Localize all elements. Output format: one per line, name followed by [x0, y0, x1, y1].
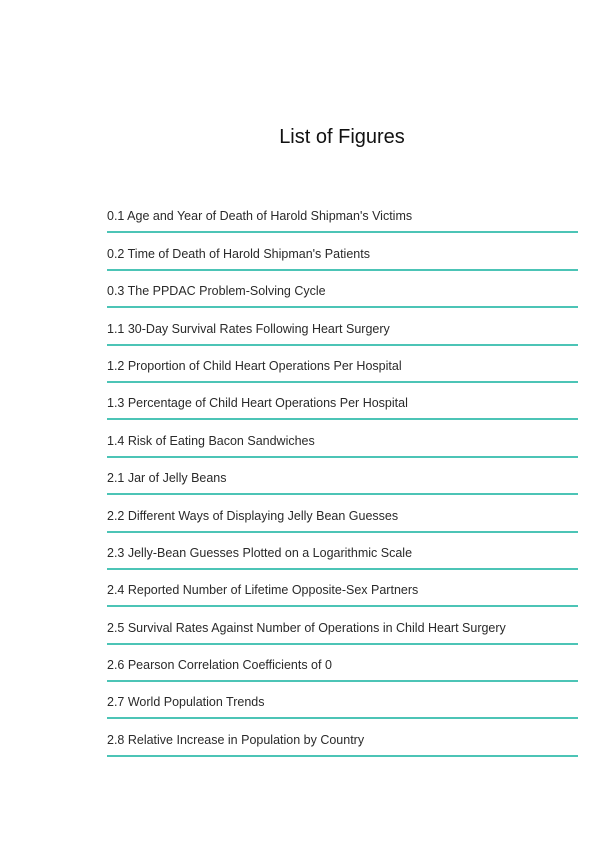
figure-list-item[interactable]	[107, 682, 578, 719]
figure-entry-label: 1.3 Percentage of Child Heart Operations Per Hospital	[107, 396, 408, 411]
figure-entry-label: 0.1 Age and Year of Death of Harold Shipman's Victims	[107, 209, 413, 224]
figure-entry-label: 2.4 Reported Number of Lifetime Opposite-Sex Partners	[107, 583, 419, 598]
figure-entry-label: 2.3 Jelly-Bean Guesses Plotted on a Logarithmic Scale	[107, 545, 413, 560]
page-title: List of Figures	[279, 126, 405, 148]
figure-entry-label: 2.6 Pearson Correlation Coefficients of 0	[107, 658, 332, 673]
figure-list-item[interactable]	[107, 458, 578, 495]
figure-list-item[interactable]	[107, 271, 578, 308]
figure-list-item[interactable]	[107, 607, 578, 644]
figure-entry-label: 2.7 World Population Trends	[107, 695, 265, 710]
figure-list-item[interactable]	[107, 233, 578, 270]
figure-list-item[interactable]	[107, 645, 578, 682]
figure-list-item[interactable]	[107, 570, 578, 607]
figure-list-item[interactable]	[107, 533, 578, 570]
figure-list-item[interactable]	[107, 719, 578, 756]
figure-entry-label: 1.1 30-Day Survival Rates Following Heart Surgery	[107, 321, 390, 336]
figure-entry-label: 2.2 Different Ways of Displaying Jelly Bean Guesses	[107, 508, 399, 523]
figure-list-item[interactable]	[107, 383, 578, 420]
figure-entry-label: 1.4 Risk of Eating Bacon Sandwiches	[107, 433, 315, 448]
figure-entry-label: 1.2 Proportion of Child Heart Operations Per Hospital	[107, 358, 402, 373]
figure-list-item[interactable]	[107, 495, 578, 532]
figure-entry-label: 0.2 Time of Death of Harold Shipman's Patients	[107, 246, 370, 261]
figure-list-item[interactable]	[107, 196, 578, 233]
figure-list-item[interactable]	[107, 420, 578, 457]
figure-entry-label: 2.5 Survival Rates Against Number of Operations in Child Heart Surgery	[107, 620, 506, 635]
figure-entry-label: 0.3 The PPDAC Problem-Solving Cycle	[107, 284, 326, 299]
figure-entry-label: 2.1 Jar of Jelly Beans	[107, 471, 227, 486]
figure-list-item[interactable]	[107, 308, 578, 345]
figures-list	[107, 196, 578, 757]
figure-entry-label: 2.8 Relative Increase in Population by Country	[107, 732, 365, 747]
figure-list-item[interactable]	[107, 346, 578, 383]
